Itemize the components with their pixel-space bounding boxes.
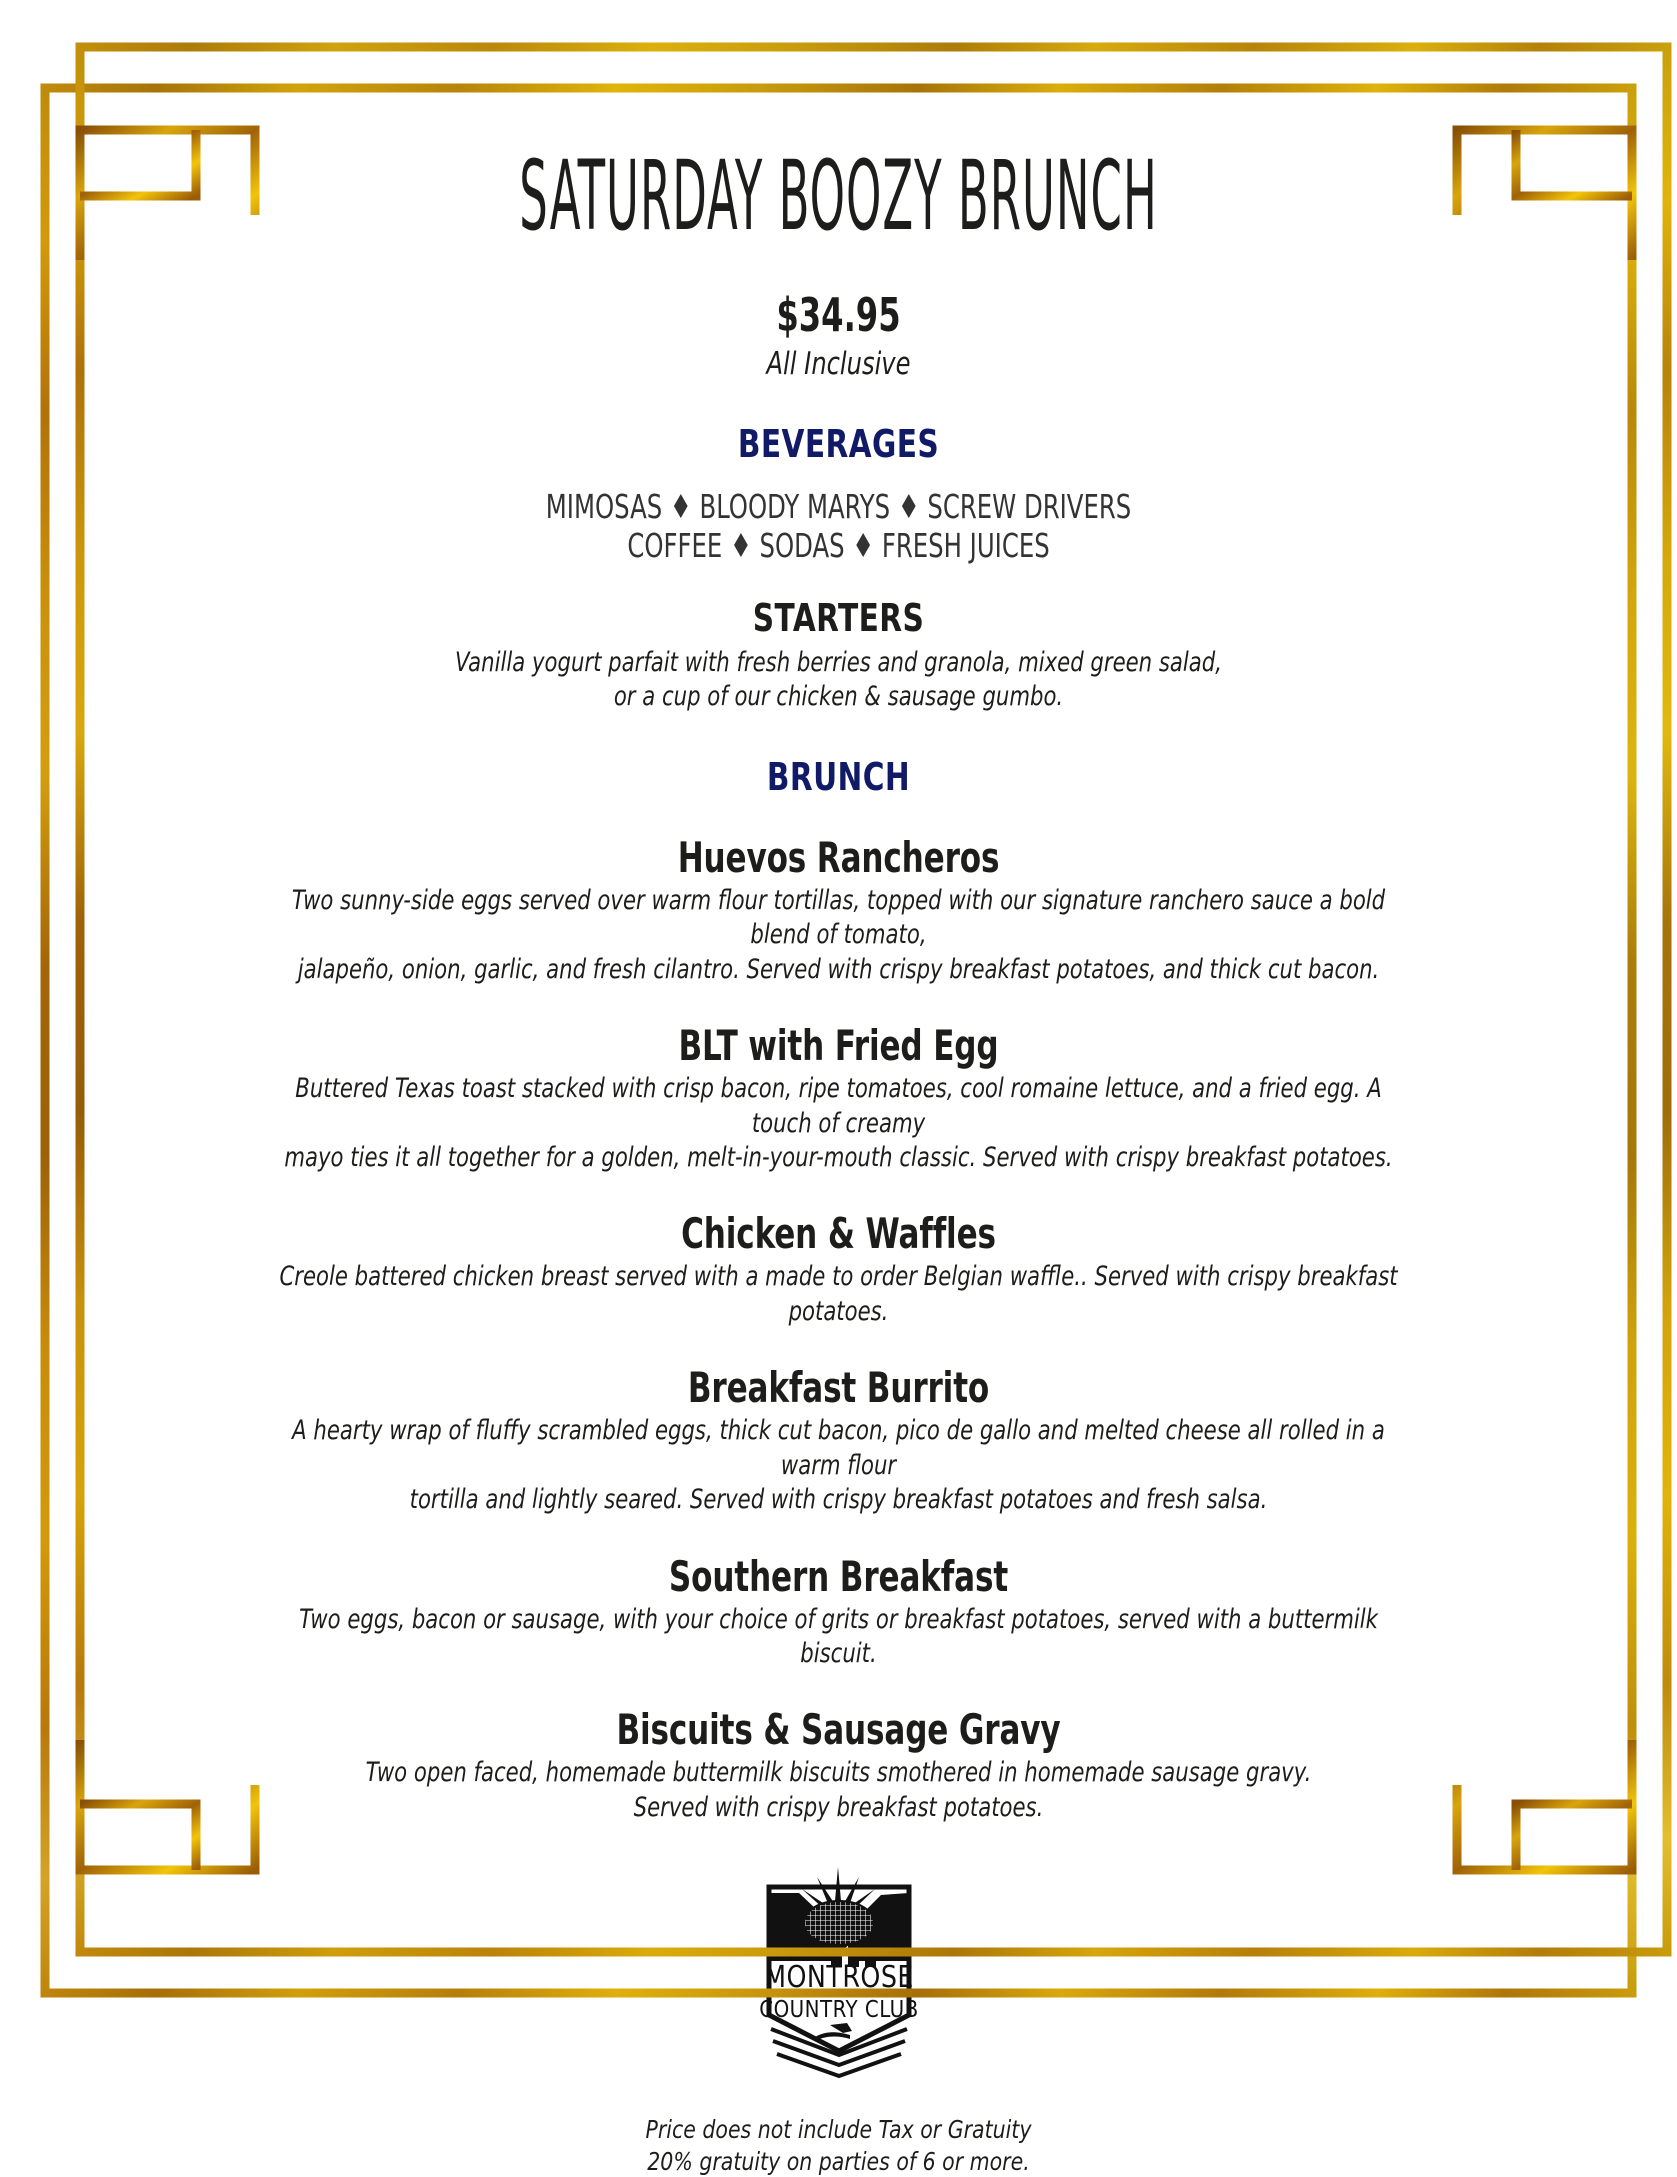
price-subtitle: All Inclusive xyxy=(766,346,911,382)
menu-item xyxy=(120,833,1557,987)
menu-item xyxy=(120,1021,1557,1175)
menu-item-name: Huevos Rancheros xyxy=(677,832,1000,882)
logo-primary-text: MONTROSE xyxy=(763,1959,914,1995)
starters-description-line-1: Vanilla yogurt parfait with fresh berries and granola, mixed green salad, xyxy=(455,646,1222,678)
menu-item-name: BLT with Fried Egg xyxy=(678,1021,999,1071)
section-heading-beverages: BEVERAGES xyxy=(737,422,940,466)
menu-item-name: Biscuits & Sausage Gravy xyxy=(616,1705,1061,1755)
section-heading-brunch: BRUNCH xyxy=(766,754,911,799)
menu-item xyxy=(120,1209,1557,1329)
menu-item-description-line-1: Two eggs, bacon or sausage, with your choice of grits or breakfast potatoes, served with a buttermilk biscuit. xyxy=(299,1603,1378,1669)
logo-block xyxy=(120,1865,1557,2080)
menu-item-description-line-2: tortilla and lightly seared. Served with crispy breakfast potatoes and fresh salsa. xyxy=(409,1484,1268,1516)
menu-item-description-line-1: Buttered Texas toast stacked with crisp bacon, ripe tomatoes, cool romaine lettuce, and a fried egg. A touch of creamy xyxy=(295,1073,1382,1139)
footer-note-line-2: 20% gratuity on parties of 6 or more. xyxy=(647,2146,1030,2176)
logo-secondary-text: COUNTRY CLUB xyxy=(758,1996,919,2024)
menu-item-name: Breakfast Burrito xyxy=(687,1363,990,1413)
beverages-line-1: MIMOSAS ♦ BLOODY MARYS ♦ SCREW DRIVERS xyxy=(545,487,1132,526)
menu-item xyxy=(120,1363,1557,1517)
section-heading-starters: STARTERS xyxy=(752,595,925,640)
price-value: $34.95 xyxy=(776,288,901,342)
menu-item-description-line-1: Two sunny-side eggs served over warm flour tortillas, topped with our signature ranchero sauce a bold blend of tomato, xyxy=(291,884,1386,951)
menu-item-description-line-1: A hearty wrap of fluffy scrambled eggs, thick cut bacon, pico de gallo and melted cheese all rolled in a warm flour xyxy=(292,1415,1385,1481)
montrose-country-club-logo-icon xyxy=(755,1865,923,2080)
menu-item-description-line-2: jalapeño, onion, garlic, and fresh cilantro. Served with crispy breakfast potatoes, and thick cut bacon. xyxy=(297,953,1380,985)
footer-note-line-1: Price does not include Tax or Gratuity xyxy=(645,2115,1032,2145)
menu-item-name: Southern Breakfast xyxy=(668,1551,1009,1601)
menu-item-description-line-1: Two open faced, homemade buttermilk biscuits smothered in homemade sausage gravy. xyxy=(365,1757,1312,1789)
menu-item xyxy=(120,1552,1557,1672)
menu-item xyxy=(120,1705,1557,1825)
beverages-line-2: COFFEE ♦ SODAS ♦ FRESH JUICES xyxy=(627,525,1050,565)
menu-item-name: Chicken & Waffles xyxy=(681,1209,996,1259)
swimmer-icon xyxy=(815,2023,852,2041)
globe-icon xyxy=(804,1901,874,1945)
menu-item-description-line-2: mayo ties it all together for a golden, melt-in-your-mouth classic. Served with crispy breakfast potatoes. xyxy=(284,1141,1393,1173)
menu-item-description-line-2: Served with crispy breakfast potatoes. xyxy=(633,1791,1044,1823)
menu-item-description-line-1: Creole battered chicken breast served with a made to order Belgian waffle.. Served with crispy breakfast potatoes. xyxy=(279,1261,1398,1327)
starters-description-line-2: or a cup of our chicken & sausage gumbo. xyxy=(613,681,1064,713)
page-title: SATURDAY BOOZY BRUNCH xyxy=(519,140,1158,252)
